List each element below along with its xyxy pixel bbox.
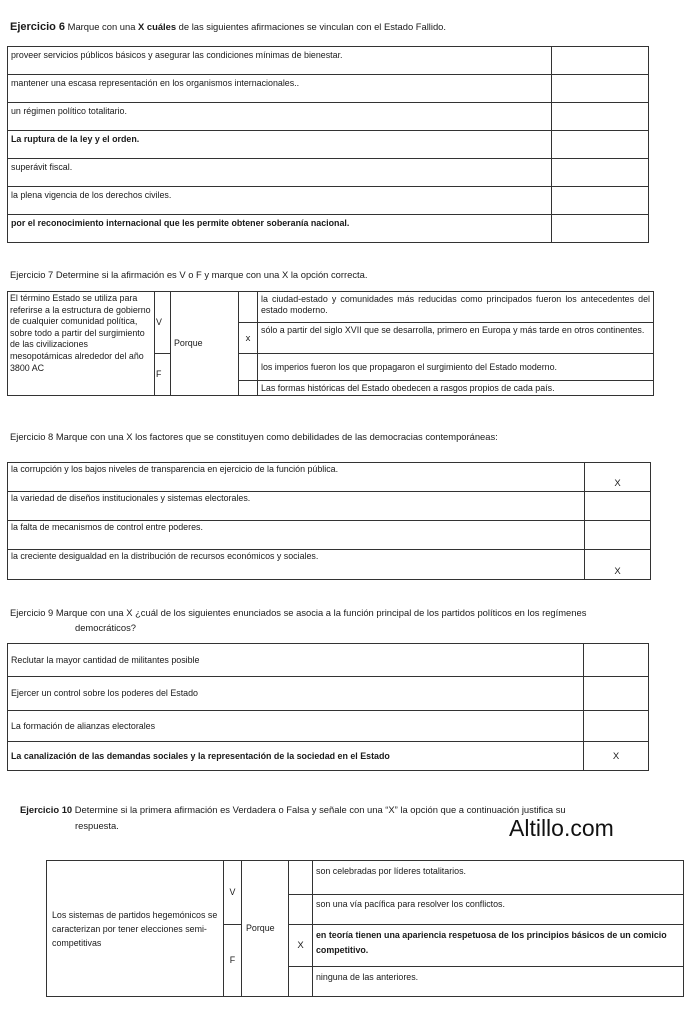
ex9-row-4 (8, 742, 649, 771)
ex6-row-3 (8, 103, 649, 131)
ex9-row-3 (8, 711, 649, 742)
ex7-label: Ejercicio 7 (10, 269, 54, 280)
ex9-instr-line1: Marque con una X ¿cuál de los siguientes enunciados se asocia a la función principal de los partidos políticos en los regímenes (53, 607, 587, 618)
ex6-row-mark[interactable] (552, 47, 649, 75)
ex6-instr-b: X cuáles (138, 21, 177, 32)
ex6-row-text: un régimen político totalitario. (8, 103, 552, 131)
ex6-row-6 (8, 187, 649, 215)
ex9-row-text: La canalización de las demandas sociales y la representación de la sociedad en el Estado (8, 742, 584, 771)
ex7-table (7, 291, 654, 396)
ex10-mark-4[interactable] (289, 967, 313, 997)
ex7-heading (10, 268, 367, 281)
ex6-row-mark[interactable] (552, 75, 649, 103)
ex8-table (7, 462, 651, 580)
ex9-row-text: Ejercer un control sobre los poderes del Estado (8, 677, 584, 711)
ex7-mark-4[interactable] (239, 381, 258, 396)
ex9-row-1 (8, 644, 649, 677)
ex7-option-1: la ciudad-estado y comunidades más reducidas como principados fueron los antecedentes del estado moderno. (258, 292, 654, 323)
ex7-mark-3[interactable] (239, 354, 258, 381)
ex8-row-text: la corrupción y los bajos niveles de transparencia en ejercicio de la función pública. (8, 463, 585, 492)
ex7-mark-2[interactable]: x (239, 323, 258, 354)
ex6-row-text: La ruptura de la ley y el orden. (8, 131, 552, 159)
ex6-instr-a: Marque con una (67, 21, 139, 32)
ex10-option-3: en teoría tienen una apariencia respetuosa de los principios básicos de un comicio competitivo. (313, 925, 684, 967)
ex9-row-mark[interactable] (584, 644, 649, 677)
ex8-row-2 (8, 492, 651, 521)
ex8-row-mark[interactable]: X (585, 550, 651, 580)
ex8-row-text: la falta de mecanismos de control entre poderes. (8, 521, 585, 550)
ex6-heading (10, 20, 446, 34)
ex6-row-4 (8, 131, 649, 159)
ex8-row-text: la creciente desigualdad en la distribución de recursos económicos y sociales. (8, 550, 585, 580)
ex6-row-mark[interactable] (552, 131, 649, 159)
ex6-row-text: proveer servicios públicos básicos y asegurar las condiciones mínimas de bienestar. (8, 47, 552, 75)
ex10-option-1: son celebradas por líderes totalitarios. (313, 861, 684, 895)
ex10-v-cell: V (224, 861, 242, 925)
ex6-row-1 (8, 47, 649, 75)
ex10-instr-line2: respuesta. (75, 820, 119, 831)
ex7-option-3: los imperios fueron los que propagaron el surgimiento del Estado moderno. (258, 354, 654, 381)
ex10-f-cell: F (224, 925, 242, 997)
ex6-row-5 (8, 159, 649, 187)
ex9-label: Ejercicio 9 (10, 607, 54, 618)
ex8-row-3 (8, 521, 651, 550)
ex10-heading-line1 (20, 803, 566, 816)
ex8-heading (10, 430, 498, 443)
ex9-row-mark[interactable] (584, 677, 649, 711)
ex7-option-4: Las formas históricas del Estado obedecen a rasgos propios de cada país. (258, 381, 654, 396)
ex8-row-mark[interactable] (585, 492, 651, 521)
ex9-row-text: Reclutar la mayor cantidad de militantes posible (8, 644, 584, 677)
ex6-row-mark[interactable] (552, 159, 649, 187)
ex6-row-7 (8, 215, 649, 243)
ex7-statement: El término Estado se utiliza para referirse a la estructura de gobierno de cualquier comunidad política, sobre todo a partir del surgimiento de las civilizaciones mesopotámicas alrededor del año 3800 AC (8, 292, 155, 396)
ex10-table (46, 860, 684, 997)
ex6-table (7, 46, 649, 243)
ex9-table (7, 643, 649, 771)
ex10-instr-line1: Determine si la primera afirmación es Verdadera o Falsa y señale con una “X” la opción que a continuación justifica su (72, 804, 566, 815)
ex10-statement: Los sistemas de partidos hegemónicos se caracterizan por tener elecciones semi-competitivas (47, 861, 224, 997)
ex7-mark-1[interactable] (239, 292, 258, 323)
ex6-label: Ejercicio 6 (10, 21, 66, 33)
altillo-watermark: Altillo.com (509, 815, 614, 841)
ex9-row-mark[interactable]: X (584, 742, 649, 771)
ex6-row-text: superávit fiscal. (8, 159, 552, 187)
ex7-porque: Porque (171, 292, 239, 396)
ex10-option-2: son una vía pacífica para resolver los conflictos. (313, 895, 684, 925)
ex8-label: Ejercicio 8 (10, 431, 54, 442)
ex8-row-text: la variedad de diseños institucionales y sistemas electorales. (8, 492, 585, 521)
ex8-row-4 (8, 550, 651, 580)
ex10-porque: Porque (242, 861, 289, 997)
ex7-f-cell: F (155, 354, 171, 396)
ex7-instr: Determine si la afirmación es V o F y marque con una X la opción correcta. (53, 269, 368, 280)
ex7-v-cell: V (155, 292, 171, 354)
ex6-row-text: la plena vigencia de los derechos civiles. (8, 187, 552, 215)
ex9-instr-line2: democráticos? (75, 622, 136, 633)
ex6-row-mark[interactable] (552, 187, 649, 215)
ex6-row-2 (8, 75, 649, 103)
ex9-row-mark[interactable] (584, 711, 649, 742)
ex10-mark-2[interactable] (289, 895, 313, 925)
ex10-mark-1[interactable] (289, 861, 313, 895)
ex8-row-mark[interactable]: X (585, 463, 651, 492)
ex10-mark-3[interactable]: X (289, 925, 313, 967)
ex8-row-1 (8, 463, 651, 492)
ex8-instr: Marque con una X los factores que se constituyen como debilidades de las democracias contemporáneas: (53, 431, 498, 442)
ex6-row-text: mantener una escasa representación en los organismos internacionales.. (8, 75, 552, 103)
ex7-option-2: sólo a partir del siglo XVII que se desarrolla, primero en Europa y más tarde en otros continentes. (258, 323, 654, 354)
ex10-label: Ejercicio 10 (20, 804, 73, 815)
ex6-row-mark[interactable] (552, 103, 649, 131)
ex9-row-text: La formación de alianzas electorales (8, 711, 584, 742)
ex8-row-mark[interactable] (585, 521, 651, 550)
ex9-row-2 (8, 677, 649, 711)
ex6-row-text: por el reconocimiento internacional que les permite obtener soberanía nacional. (8, 215, 552, 243)
ex9-heading-line1 (10, 606, 586, 619)
ex6-instr-c: de las siguientes afirmaciones se vinculan con el Estado Fallido. (176, 21, 447, 32)
ex6-row-mark[interactable] (552, 215, 649, 243)
ex10-option-4: ninguna de las anteriores. (313, 967, 684, 997)
